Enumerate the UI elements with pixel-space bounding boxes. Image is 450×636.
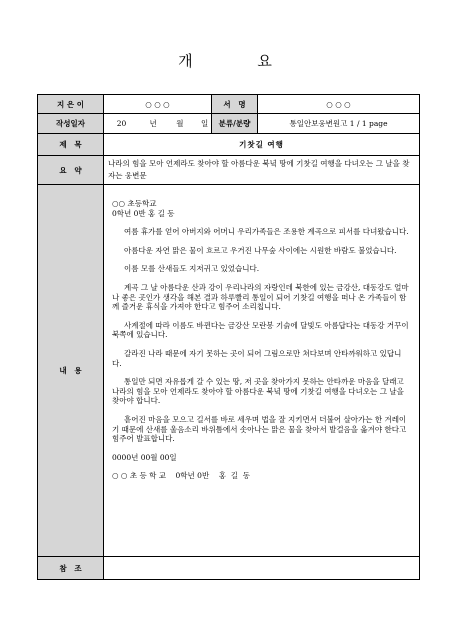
content-signature: ○ ○ 초 등 학 교 0학년 0반 홍 길 동 <box>112 471 250 481</box>
content-row <box>38 185 420 557</box>
content-date: 0000년 00월 00일 <box>112 452 177 462</box>
date-day-unit: 일 <box>201 119 209 128</box>
subject-label: 제 목 <box>38 134 104 156</box>
content-paragraph: 여름 휴가를 얻어 아버지와 어머니 우리가족들은 조용한 계곡으로 피서를 다녀왔습니다. <box>124 227 409 237</box>
reference-value[interactable] <box>104 557 420 580</box>
content-paragraph: 사계절에 따라 이름도 바뀐다는 금강산 모란봉 기슭에 달빛도 아름답다는 대동강 거꾸이 북쪽에 있습니다. <box>112 320 409 340</box>
summary-label: 요 약 <box>38 156 104 185</box>
category-label: 분류/분량 <box>212 114 258 134</box>
content-paragraph: 갈라진 나라 때문에 자기 못하는 곳이 되어 그림으로만 쳐다보며 안타까워하고 있답니다. <box>112 348 402 368</box>
category-value[interactable]: 통일안보웅변원고 1 / 1 page <box>258 114 420 134</box>
content-paragraph: 계곡 그 날 아름다운 산과 강이 우리나라의 자랑인데 북한에 있는 금강산, 대동강도 얼마나 좋은 곳인가 생각을 해본 결과 하루빨리 통일이 되어 기찻길 여행을 떠나 온 가족들이 함께 즐거운 휴식을 가져야 한다고 힘주어 소리칩니다. <box>112 282 409 312</box>
summary-row <box>38 156 420 185</box>
subject-row <box>38 134 420 156</box>
subject-value[interactable]: 기찻길 여행 <box>104 134 420 156</box>
date-label: 작성일자 <box>38 114 104 134</box>
reference-row <box>38 557 420 580</box>
date-year: 20 <box>116 119 127 128</box>
date-row <box>38 114 420 134</box>
overview-form <box>37 94 420 580</box>
summary-value[interactable]: 나라의 힘을 모아 언제라도 찾아야 할 아름다운 북녘 땅에 기찻길 여행을 다녀오는 그 날을 찾자는 웅변문 <box>104 156 420 185</box>
document-title: 개 요 <box>178 52 302 70</box>
signature-value[interactable]: ○ ○ ○ <box>258 95 420 114</box>
content-label: 내 용 <box>38 185 104 557</box>
author-row <box>38 95 420 114</box>
content-paragraph: 흩어진 마음을 모으고 길서를 바로 세우며 법을 잘 지키면서 더불어 살아가는 한 겨레이기 때문에 산새를 울음소리 바위틈에서 솟아나는 맑은 물을 찾아서 발걸음을 옮겨야 한다고 힘주어 발표합니다. <box>112 414 407 444</box>
content-paragraph: 이름 모를 산새들도 지저귀고 있었습니다. <box>124 264 260 274</box>
author-value[interactable]: ○ ○ ○ <box>104 95 212 114</box>
content-paragraph: 아름다운 자연 맑은 물이 흐르고 우거진 나무숲 사이에는 시원한 바람도 불었습니다. <box>124 245 397 255</box>
reference-label: 참 조 <box>38 557 104 580</box>
content-body[interactable] <box>104 185 420 557</box>
date-month-unit: 월 <box>176 119 184 128</box>
signature-label: 서 명 <box>212 95 258 114</box>
date-field[interactable] <box>104 114 212 134</box>
content-school: ○○ 초등학교 <box>112 199 157 208</box>
author-label: 지 은 이 <box>38 95 104 114</box>
date-year-unit: 년 <box>149 119 157 128</box>
content-paragraph: 통일만 되면 자유롭게 갈 수 있는 땅, 저 곳을 찾아가지 못하는 안타까운 마음을 달래고 나라의 힘을 모아 언제라도 찾아야 할 아름다운 북녘 땅에 기찻길 여행을 다녀오는 그 날을 찾아야 합니다. <box>112 377 404 406</box>
content-student: 0학년 0반 홍 길 동 <box>112 208 175 218</box>
